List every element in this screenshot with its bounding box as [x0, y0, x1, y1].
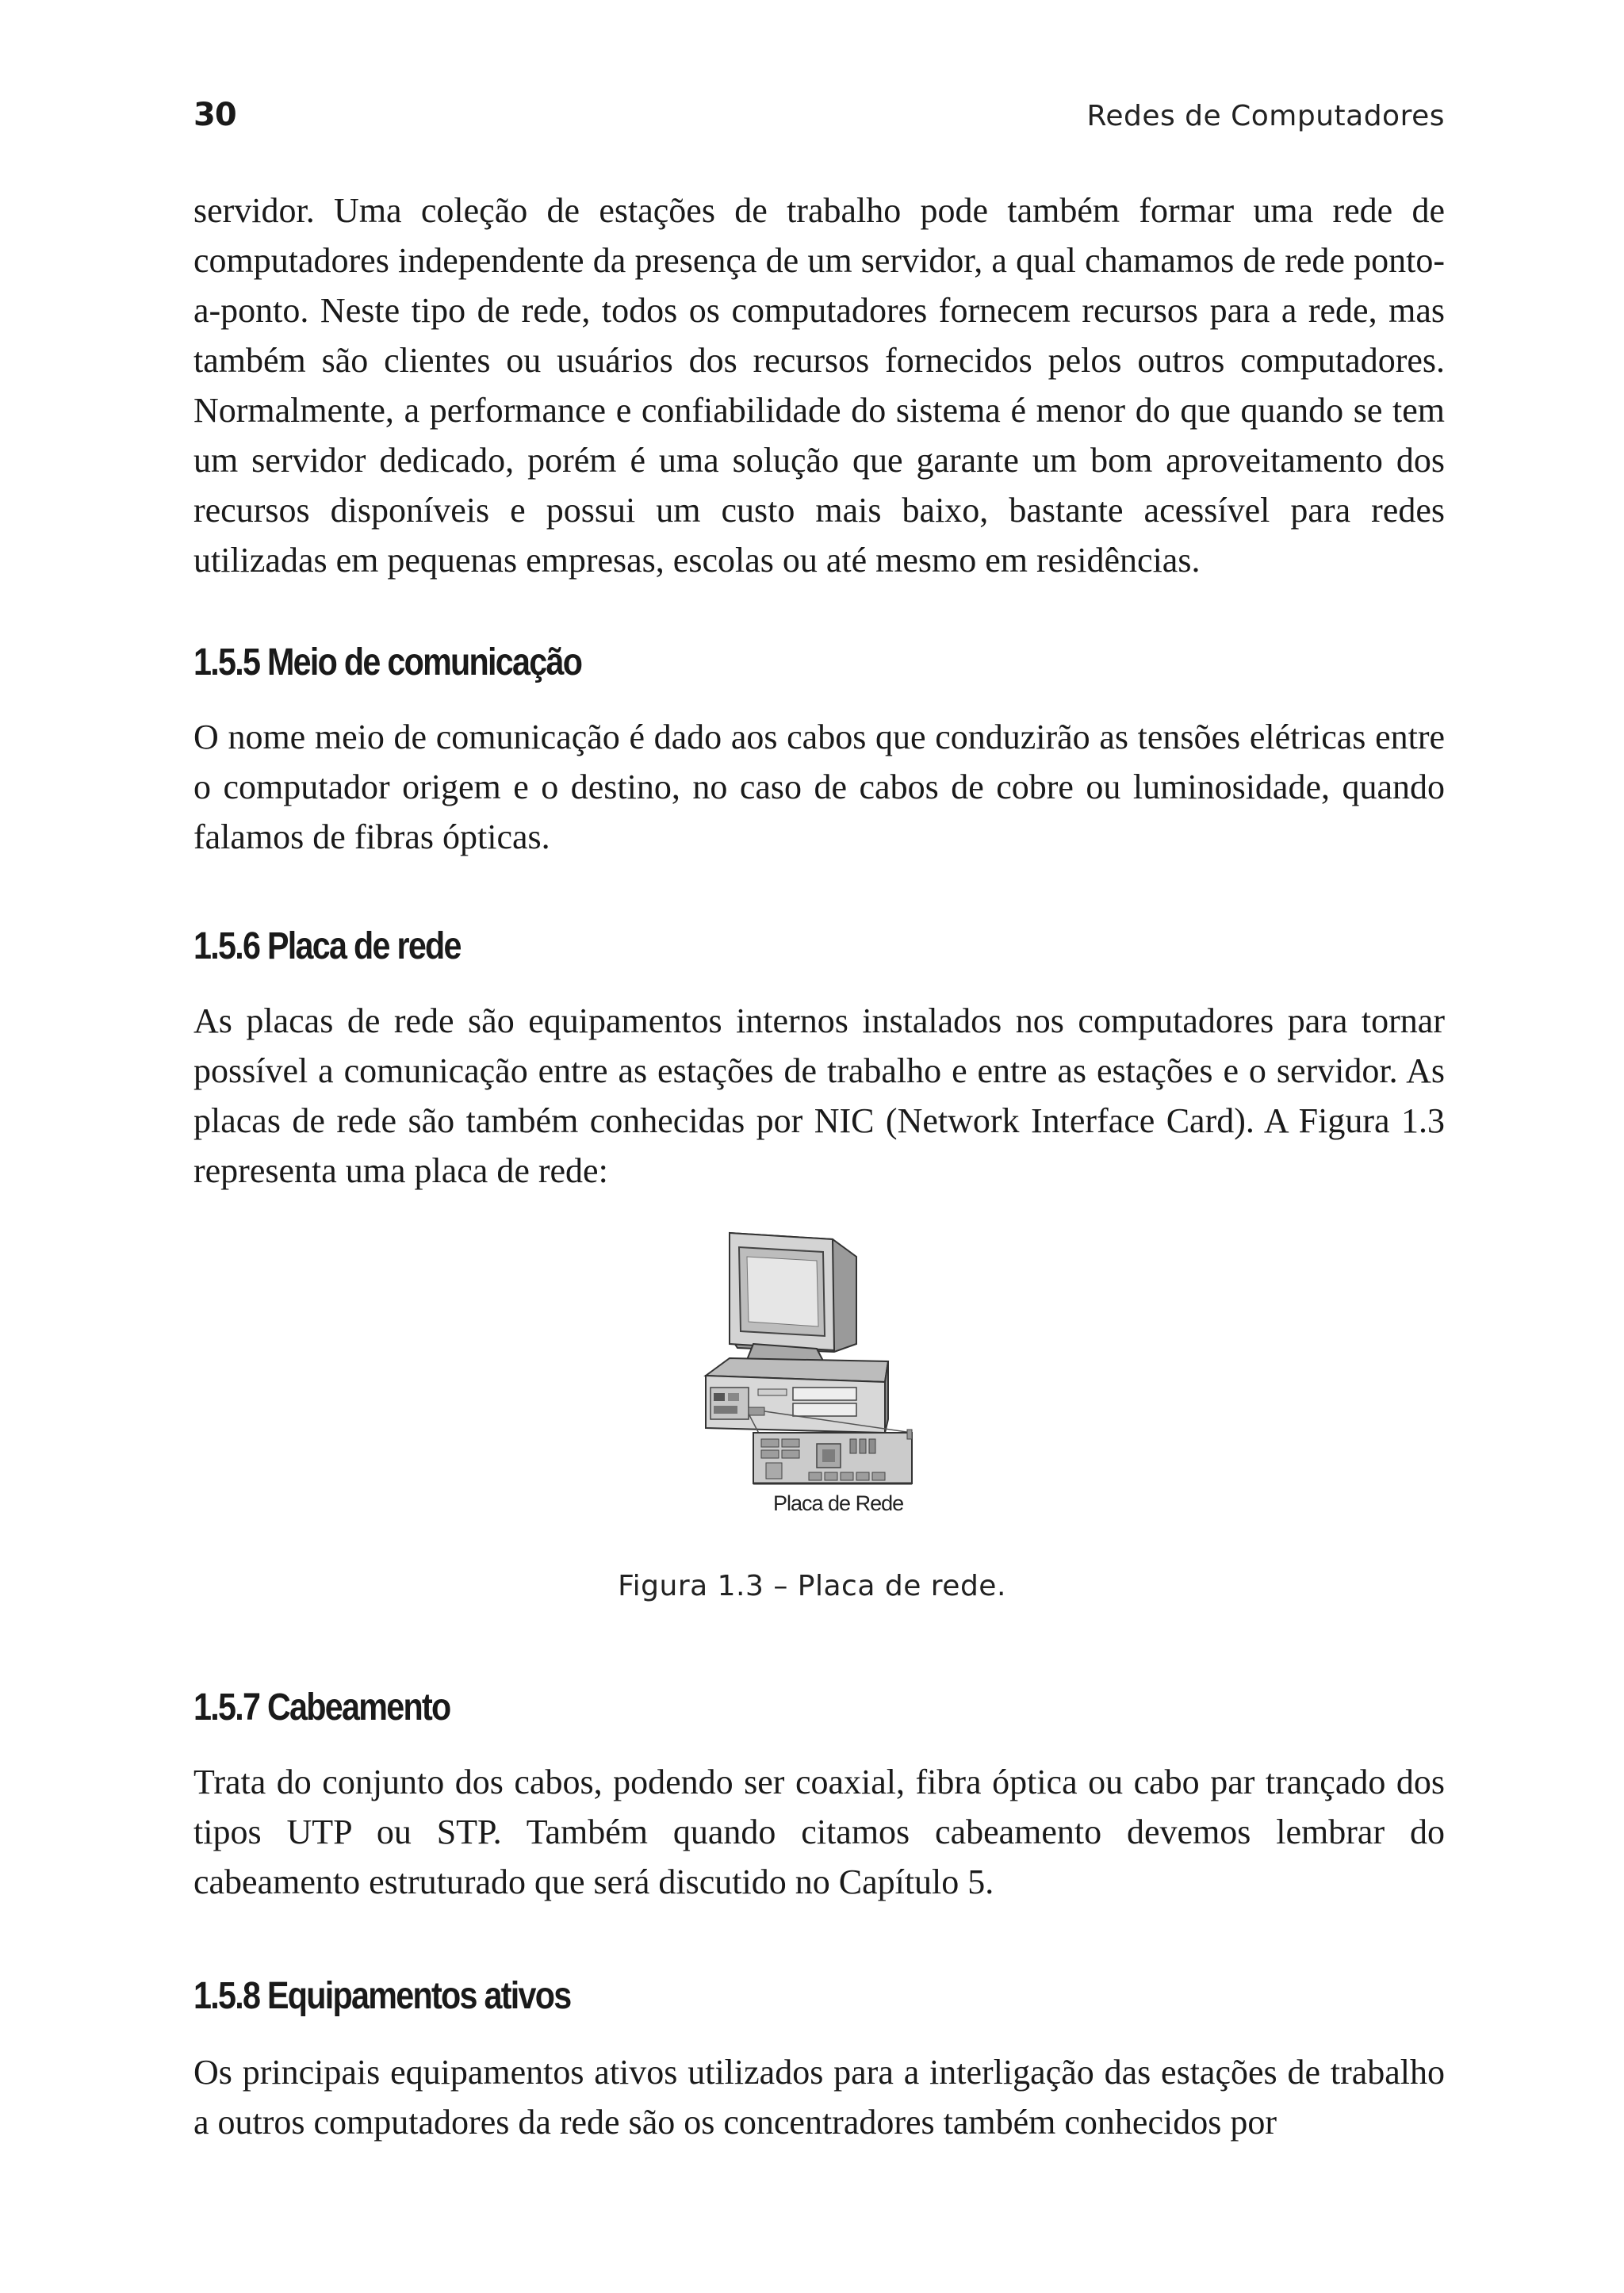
- network-card-figure: [698, 1225, 936, 1534]
- computer-with-network-card-illustration: [698, 1225, 936, 1495]
- paragraph-placa-de-rede: As placas de rede são equipamentos internos instalados nos computadores para tornar possível a comunicação entre as estações de trabalho e entre as estações e o servidor. As placas de rede são também conhecidas por NIC (Network Interface Card). A Figura 1.3 representa uma placa de rede:: [193, 1001, 1445, 1190]
- paragraph-servidor: servidor. Uma coleção de estações de trabalho pode também formar uma rede de computadores independente da presença de um servidor, a qual chamamos de rede ponto-a-ponto. Neste tipo de rede, todos os computadores fornecem recursos para a rede, mas também são clientes ou usuários dos recursos fornecidos pelos outros computadores. Normalmente, a performance e confiabilidade do sistema é menor do que quando se tem um servidor dedicado, porém é uma solução que garante um bom aproveitamento dos recursos disponíveis e possui um custo mais baixo, bastante acessível para redes utilizadas em pequenas empresas, escolas ou até mesmo em residências.: [193, 191, 1445, 580]
- paragraph-equipamentos-ativos: Os principais equipamentos ativos utilizados para a interligação das estações de trabalho a outros computadores da rede são os concentradores também conhecidos por: [193, 2053, 1445, 2142]
- figure-label: Placa de Rede: [773, 1491, 904, 1515]
- heading-cabeamento: 1.5.7 Cabeamento: [193, 1686, 450, 1728]
- paragraph-meio-de-comunicacao: O nome meio de comunicação é dado aos cabos que conduzirão as tensões elétricas entre o computador origem e o destino, no caso de cabos de cobre ou luminosidade, quando falamos de fibras ópticas.: [193, 718, 1445, 856]
- page-header: [193, 97, 1445, 144]
- heading-placa-de-rede: 1.5.6 Placa de rede: [193, 925, 461, 967]
- page-number: 30: [193, 97, 236, 133]
- paragraph-cabeamento: Trata do conjunto dos cabos, podendo ser coaxial, fibra óptica ou cabo par trançado dos tipos UTP ou STP. Também quando citamos cabeamento devemos lembrar do cabeamento estruturado que será discutido no Capítulo 5.: [193, 1763, 1445, 1901]
- figure-caption: Figura 1.3 – Placa de rede.: [618, 1570, 1006, 1602]
- heading-equipamentos-ativos: 1.5.8 Equipamentos ativos: [193, 1975, 571, 2017]
- running-title: Redes de Computadores: [1086, 100, 1445, 132]
- heading-meio-de-comunicacao: 1.5.5 Meio de comunicação: [193, 641, 582, 683]
